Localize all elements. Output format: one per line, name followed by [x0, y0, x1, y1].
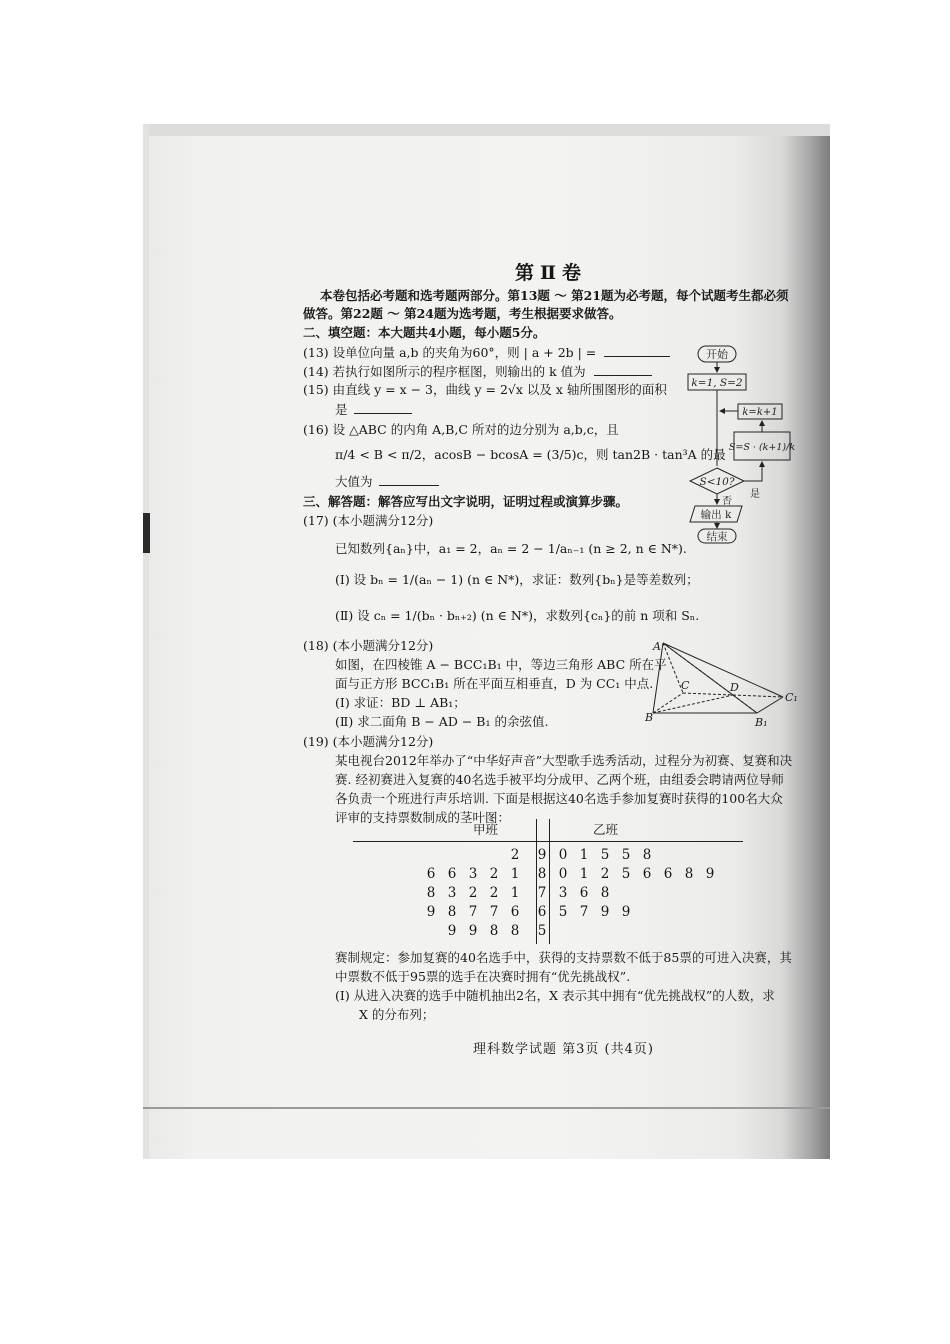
left-leaf: 8 [447, 904, 457, 920]
question-19-part-1-line-1: (Ⅰ) 从进入决赛的选手中随机抽出2名，X 表示其中拥有“优先挑战权”的人数，求 [335, 988, 775, 1003]
stem-value: 9 [537, 847, 547, 863]
question-18-part-2: (Ⅱ) 求二面角 B − AD − B₁ 的余弦值. [335, 714, 549, 729]
stem-leaf-left-header: 甲班 [473, 822, 499, 837]
rule-line-2: 中票数不低于95票的选手在决赛时拥有“优先挑战权”. [335, 969, 631, 984]
right-leaf: 9 [705, 866, 715, 882]
left-leaf: 8 [510, 923, 520, 939]
question-16-line-2: π/4 < B < π/2，acosB − bcosA = (3/5)c，则 tan2B · tan³A 的最 [335, 447, 726, 462]
label-b1: B₁ [755, 716, 768, 729]
right-leaf: 5 [600, 847, 610, 863]
solutions-heading: 三、解答题：解答应写出文字说明，证明过程或演算步骤。 [303, 494, 629, 509]
right-leaf: 5 [558, 904, 568, 920]
right-leaf: 2 [600, 866, 610, 882]
edge-ab [653, 643, 663, 713]
left-leaf: 6 [510, 904, 520, 920]
stem-leaf-row [353, 885, 743, 905]
pyramid-figure [645, 640, 801, 731]
left-leaf: 2 [489, 866, 499, 882]
right-leaf: 0 [558, 866, 568, 882]
answer-blank-15 [354, 401, 412, 414]
stem-value: 7 [537, 885, 547, 901]
question-18-part-1: (Ⅰ) 求证：BD ⊥ AB₁； [335, 695, 466, 710]
question-16-lead: 大值为 [335, 474, 373, 489]
stem-leaf-row [353, 904, 743, 924]
question-18-title: (18) (本小题满分12分) [303, 638, 434, 653]
left-leaf: 8 [426, 885, 436, 901]
question-19-line-2: 赛. 经初赛进入复赛的40名选手被平均分成甲、乙两个班，由组委会聘请两位导师 [335, 772, 784, 787]
question-19-line-3: 各负责一个班进行声乐培训. 下面是根据这40名选手参加复赛时获得的100名大众 [335, 791, 783, 806]
left-leaf: 2 [468, 885, 478, 901]
segment-bd [653, 695, 733, 713]
program-flowchart [670, 344, 800, 544]
flow-start-label: 开始 [706, 348, 728, 361]
flow-output-label: 输出 k [700, 509, 732, 521]
flow-arrow-yes [744, 462, 762, 481]
right-leaf: 1 [579, 847, 589, 863]
edge-b1c1 [757, 697, 783, 713]
label-a: A [653, 640, 661, 653]
page-left-edge [143, 124, 149, 1159]
flow-no-label: 否 [722, 496, 732, 507]
stem-value: 6 [537, 904, 547, 920]
right-leaf: 9 [600, 904, 610, 920]
page-bottom-rule [143, 1107, 830, 1109]
left-leaf: 1 [510, 885, 520, 901]
stem-leaf-row [353, 847, 743, 867]
left-leaf: 1 [510, 866, 520, 882]
question-16-line-1: (16) 设 △ABC 的内角 A,B,C 所对的边分别为 a,b,c，且 [303, 422, 619, 437]
stem-value: 8 [537, 866, 547, 882]
answer-blank-16 [379, 473, 439, 486]
stem-leaf-row [353, 866, 743, 886]
question-17-title: (17) (本小题满分12分) [303, 513, 434, 528]
question-16-line-3 [335, 473, 439, 490]
right-leaf: 0 [558, 847, 568, 863]
left-leaf: 6 [447, 866, 457, 882]
flow-s-step-label: S=S · (k+1)/k [728, 442, 796, 453]
stem-leaf-row [353, 923, 743, 943]
intro-line-2: 做答。第22题 ～ 第24题为选考题，考生根据要求做答。 [303, 306, 622, 321]
question-18-line-2: 面与正方形 BCC₁B₁ 所在平面互相垂直，D 为 CC₁ 中点. [335, 676, 654, 691]
right-leaf: 8 [642, 847, 652, 863]
right-leaf: 6 [642, 866, 652, 882]
stem-leaf-right-header: 乙班 [593, 822, 619, 837]
stem-value: 5 [537, 923, 547, 939]
flow-end-label: 结束 [706, 531, 728, 543]
flow-condition-label: S<10? [699, 476, 735, 488]
question-13 [303, 344, 670, 361]
question-17-part-1: (Ⅰ) 设 bₙ = 1/(aₙ − 1) (n ∈ N*)，求证：数列{bₙ}是等差数列； [335, 572, 699, 587]
question-19-part-1-line-2: X 的分布列； [359, 1007, 435, 1022]
flow-k-step-label: k=k+1 [742, 407, 778, 418]
section-title: 第Ⅱ卷 [515, 262, 588, 284]
question-15-line-1: (15) 由直线 y = x − 3，曲线 y = 2√x 以及 x 轴所围图形的面积 [303, 382, 667, 397]
stem-leaf-plot [353, 819, 743, 944]
question-19-line-1: 某电视台2012年举办了“中华好声音”大型歌手选秀活动，过程分为初赛、复赛和决 [335, 753, 793, 768]
left-leaf: 3 [447, 885, 457, 901]
question-15-line-2 [335, 401, 412, 418]
left-leaf: 6 [426, 866, 436, 882]
question-19-line-4: 评审的支持票数制成的茎叶图： [335, 810, 511, 825]
right-leaf: 1 [579, 866, 589, 882]
left-leaf: 2 [510, 847, 520, 863]
right-leaf: 8 [600, 885, 610, 901]
fill-in-heading: 二、填空题：本大题共4小题，每小题5分。 [303, 325, 546, 340]
right-leaf: 5 [621, 866, 631, 882]
left-leaf: 9 [468, 923, 478, 939]
question-17-part-2: (Ⅱ) 设 cₙ = 1/(bₙ · bₙ₊₂) (n ∈ N*)，求数列{cₙ}的前 n 项和 Sₙ. [335, 608, 700, 623]
left-leaf: 9 [426, 904, 436, 920]
left-leaf: 7 [468, 904, 478, 920]
flow-yes-label: 是 [750, 489, 760, 500]
right-leaf: 6 [663, 866, 673, 882]
left-leaf: 8 [489, 923, 499, 939]
scanned-page [143, 124, 830, 1159]
question-14-text: (14) 若执行如图所示的程序框图，则输出的 k 值为 [303, 364, 586, 379]
label-d: D [730, 681, 739, 694]
left-leaf: 3 [468, 866, 478, 882]
label-c1: C₁ [785, 691, 798, 704]
label-b: B [645, 711, 654, 724]
question-19-title: (19) (本小题满分12分) [303, 734, 434, 749]
right-leaf: 5 [621, 847, 631, 863]
page-footer: 理科数学试题 第3页 (共4页) [473, 1042, 654, 1057]
stem-leaf-header-rule [353, 841, 743, 842]
right-leaf: 7 [579, 904, 589, 920]
question-18-line-1: 如图，在四棱锥 A − BCC₁B₁ 中，等边三角形 ABC 所在平 [335, 657, 667, 672]
left-leaf: 7 [489, 904, 499, 920]
right-leaf: 3 [558, 885, 568, 901]
label-c: C [681, 679, 690, 692]
right-leaf: 9 [621, 904, 631, 920]
intro-line-1: 本卷包括必考题和选考题两部分。第13题 ～ 第21题为必考题，每个试题考生都必须 [320, 288, 789, 303]
page-top-edge [143, 124, 830, 136]
binder-mark [143, 513, 150, 553]
flow-init-label: k=1, S=2 [691, 377, 743, 389]
answer-blank-14 [594, 363, 652, 376]
left-leaf: 9 [447, 923, 457, 939]
right-leaf: 6 [579, 885, 589, 901]
right-leaf: 8 [684, 866, 694, 882]
answer-blank-13 [604, 344, 670, 357]
left-leaf: 2 [489, 885, 499, 901]
question-17-body: 已知数列{aₙ}中，a₁ = 2，aₙ = 2 − 1/aₙ₋₁ (n ≥ 2, n ∈ N*). [335, 541, 687, 556]
question-14 [303, 363, 652, 380]
question-15-lead: 是 [335, 402, 348, 417]
rule-line-1: 赛制规定：参加复赛的40名选手中，获得的支持票数不低于85票的可进入决赛，其 [335, 950, 792, 965]
question-13-text: (13) 设单位向量 a,b 的夹角为60°，则 | a + 2b | = [303, 345, 597, 360]
